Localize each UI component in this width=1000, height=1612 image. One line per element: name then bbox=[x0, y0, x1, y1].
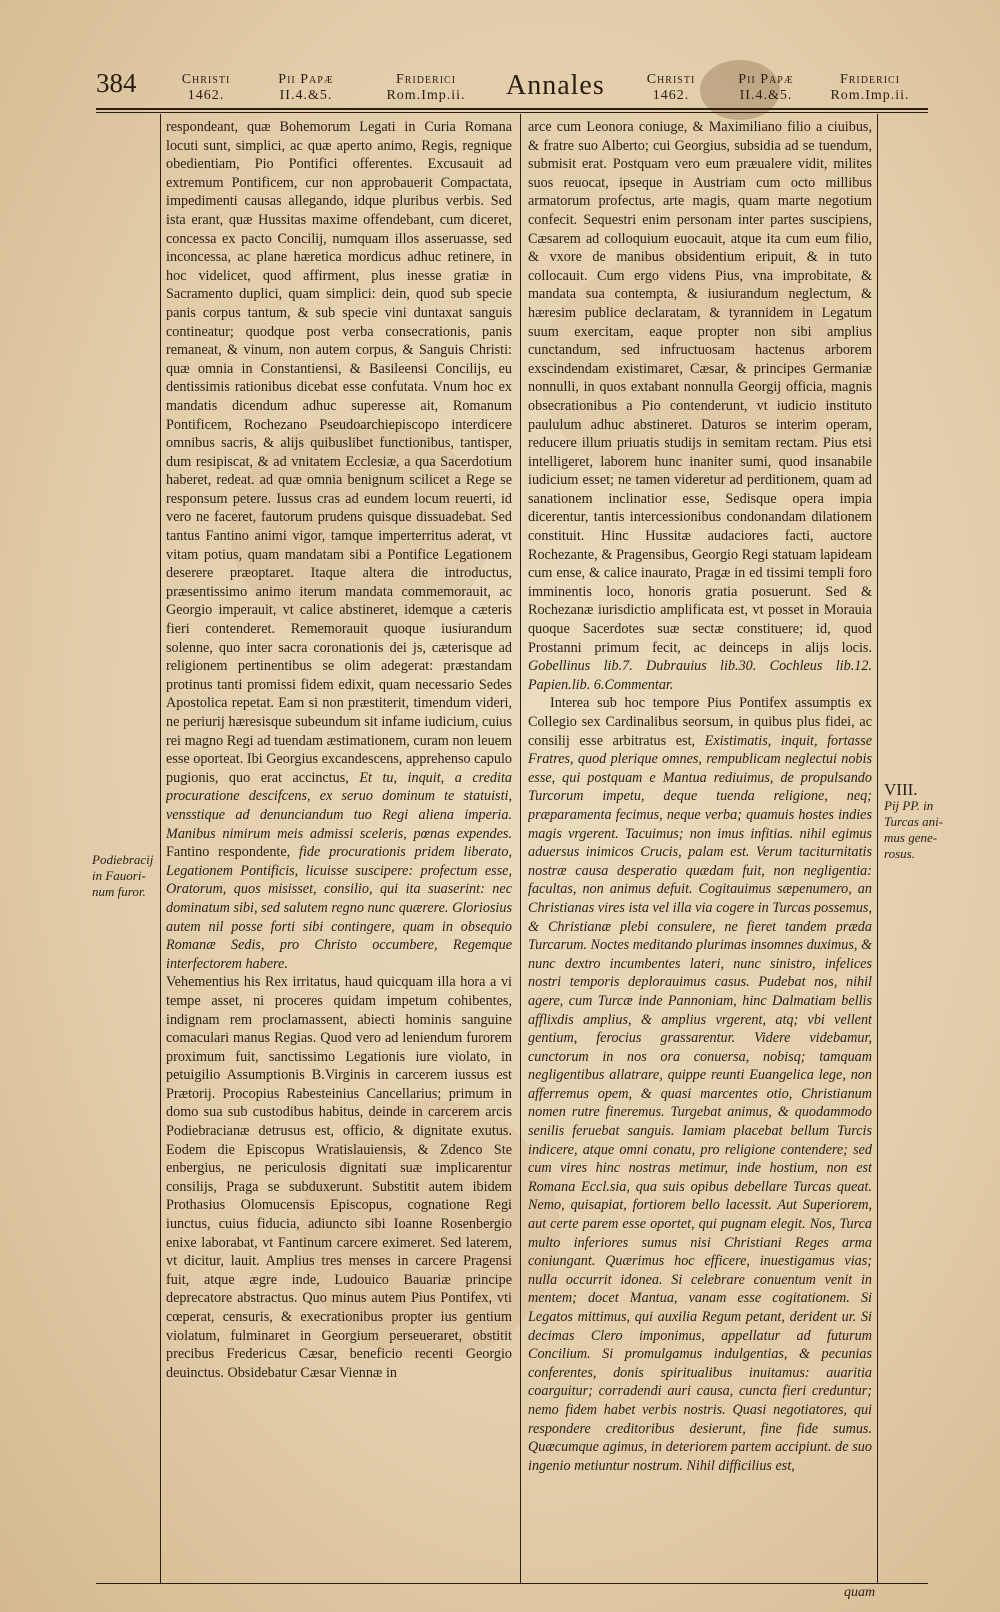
right-frame-rule bbox=[877, 114, 878, 1584]
header-col-value: 1462. bbox=[652, 88, 690, 103]
header-col bbox=[716, 72, 816, 104]
header-col bbox=[371, 72, 481, 104]
header-col bbox=[631, 72, 711, 104]
paragraph-text: respondeant, quæ Bohemorum Legati in Curia Romana locuti sunt, simplici, ac quæ aperto animo, Regis, regnique obedientiam, Pio Pontifici offerentes. Excusauit ad extremum Pontificem, cur non approbauerit Compactata, impedimenti causas allegando, idque pluribus verbis. Sed ista erant, quæ Hussitas maxime offendebant, cum diceret, concessa ex pacto Concilij, numquam illos asseruasse, sed inconcessa, ac plane hæretica mordicus adhuc retinere, in hoc videlicet, quod affirment, plus inesse gratiæ in Sacramento duplici, quam simplici: dein, quod sub specie panis corpus tantum, & sub specie vini duntaxat sanguis contineatur; quodque post verba consecrationis, panis remaneat, & vinum, non autem corpus, & Sanguis Christi: quæ omnia in Constantiensi, & Basileensi Concilijs, eu dentissimis rationibus dicebat esse confutata. Vnum hoc ex mandatis dicendum adhuc superesse ait, Romanum Pontificem, Rochezano Pseudoarchiepiscopo interdicere omnibus sacris, & alijs quibuslibet functionibus, tantisper, dum resipiscat, & ad vnitatem Ecclesiæ, a qua Sacerdotium haberet, redeat. ad quæ omnia benignum scilicet a Rege se responsum petere. Iussus cras ad eundem locum reuerti, id vero ne faceret, fautorum prudens quisque dissuadebat. Sed tantus Fantino animi vigor, tamque imperterritus aderat, vt vitam potius, quam mandatam sibi a Pontifice Legationem deserere præoptaret. Itaque altera die introductus, præsentissimo animo iterum mandata commemorauit, ac Georgio imperauit, vt calice abstineret, idemque a cæteris fieri contenderet. Rememorauit quoque iusiurandum solenne, quo inter sacra coronationis dei js, cæterisque ad religionem pertinentibus se olim adegerat: præstandam protinus tanti promissi fidem edixit, quam necessario Sedes Apostolica repetat. Eam si non præstiterit, timendum videri, ne periurij hæresisque subeundum sit infame iudicium, cuius rei magno Regi ad tuendam æstimationem, curam non leuem esse oporteat. Ibi Georgius excandescens, apprehenso capulo pugionis, quo erat accinctus, bbox=[166, 119, 512, 786]
paragraph-text: Interea sub hoc tempore Pius Pontifex assumptis ex Collegio sex Cardinalibus seorsum, in quibus plus fidei, ac consilij esse arbitratus est, bbox=[528, 695, 872, 749]
left-text-column bbox=[166, 118, 512, 1578]
paragraph-text: Fantino respondente, bbox=[166, 844, 291, 861]
header-rule-thin bbox=[96, 112, 928, 113]
page-title: Annales bbox=[506, 70, 605, 101]
header-col-value: 1462. bbox=[187, 88, 225, 103]
header-col-label: Christi bbox=[646, 72, 696, 87]
paragraph-text: arce cum Leonora coniuge, & Maximiliano filio a ciuibus, & fratre suo Alberto; cui Georgius, subsidia ad se tuendum, submisit erat. Postquam vero eum præualere vidit, milites suos reuocat, ipseque in Austriam cum octo millibus armatorum profectus, arte magis, quam marte negotium confecit. Sequestri enim personam inter partes suscipiens, Cæsarem ad colloquium euocauit, atque ita cum eum filio, & vxore de manibus obsidentium eripuit, & in tuto collocauit. Cum ergo videns Pius, vna improbitate, & mandata sua contempta, & iusiurandum neglectum, & hæresim publice declaratam, & tyrannidem in Legatum suum exercitam, eaque propter non sibi amplius cunctandum, sed infructuosam hactenus arborem exscindendam existimaret, Cæsar, & principes Germaniæ nonnulli, in quos extabant nonnulla Georgij officia, magnis obsecrationibus a Pio contenderunt, vt iudicio instituto paululum adhuc abstineret. Daturos se interim operam, reducere illum priuatis studijs in semitam rectam. Pius etsi intelligeret, laborem hunc inaniter sumi, quod insanabile iudicium esset; ne tamen videretur ad perditionem, quam ad sanationem inclinatior esse, Sedisque opera impia dicerentur, tantis intercessionibus condonandam dilationem constituit. Hinc Hussitæ audaciores facti, auctore Rochezante, & Pragensibus, Georgio Regi statuam lapideam cum ense, & calice inaurato, Pragæ in ed tissimi templi foro imminentis loco, honoris gratia posuerunt. Sed & Rochezanæ iurisdictio amplificata est, vt posset in Morauia quoque Sacerdotes suæ sectæ constituere; id, quod Prostanni primum fecit, ac deinceps in alijs locis. bbox=[528, 119, 872, 656]
header-col-label: Friderici bbox=[395, 72, 457, 87]
header-col-value: Rom.Imp.ii. bbox=[830, 88, 910, 103]
right-margin-note bbox=[884, 782, 954, 862]
quotation: Existimatis, inquit, fortasse Fratres, quod plerique omnes, rempublicam neglectui nobis esse, qui postquam e Mantua rediuimus, de propulsando Turcorum impetu, deque tuenda religione, neq; præparamenta fecimus, neque verba; quamuis hostes indies magis vrgerent. Tacuimus; non imus infitias. nihil egimus aduersus inimicos Crucis, palam est. Verum taciturnitatis nostræ causa desperatio quædam fuit, non negligentia: facultas, non animus defuit. Cogitauimus sæpenumero, an Christianas vires ista vel illa via cogere in Turcas possemus, & Christianæ plebi consulere, ne fieret tandem præda Turcarum. Noctes meditando plurimas insomnes duximus, & nunc dextro incumbentes lateri, nunc sinistro, infelices nostri temporis deplorauimus casus. Pudebat nos, nihil agere, cum Turcæ inde Pannoniam, hinc Dalmatiam bellis afflixdis amplius, & amplius vrgerent, atq; vbi vellent gentium, ferocius grassarentur. Videre videbamur, cunctorum in nos ora conuersa, nobisq; tamquam negligentibus allatrare, quippe reunti Euangelica lege, non afferremus opem, & quasi marcentes otio, Christianum nomen rutre fineremus. Turgebat animus, & quodammodo senilis feruebat sanguis. Iamiam placebat bellum Turcis indicere, atque omni conatu, pro religione contendere; sed cum vires hinc nostras metimur, inde hostium, non est Romana Eccl.sia, qua suis opibus debellare Turcas queat. Nemo, quisapiat, fortiorem bello lacessit. Aut Superiorem, aut certe parem esse oportet, qui pugnam elegit. Nos, Turca multo inferiores sumus nisi Christiani Reges arma coniungant. Quærimus hoc efficere, inuestigamus vias; nulla occurrit idonea. Si celebrare conuentum venit in mentem; docet Mantua, vanam esse cogitationem. Si Legatos mittimus, qui auxilia Regum petant, derident ur. Si decimas Clero imponimus, appellatur ad futurum Concilium. Si promulgamus indulgentias, & pecunias conferentes, donis spiritualibus inuitamus: auaritia coarguitur; corradendi auri causa, cuncta fieri creduntur; nemo fidem habet verbis nostris. Quasi negotiatores, qui respondere creditoribus desierunt, fine fide sumus. Quæcumque agimus, in deteriorem partem accipiunt. de suo ingenio metiuntur nostrum. Nihil difficilius est, bbox=[528, 732, 872, 1474]
header-col-label: Christi bbox=[181, 72, 231, 87]
page-number: 384 bbox=[96, 68, 137, 98]
section-number: VIII. bbox=[884, 780, 918, 799]
quotation: fide procurationis pridem liberato, Legationem Pontificis, licuisse suscipere: profectum esse, Oratorum, quos misisset, consilio, qui ita suaserint: nec dominatum sibi, sed salutem regno nunc quærere. Gloriosius autem nil posse forti sibi contingere, quam in obsequio Romanæ Sedis, pro Christo occumbere, Regemque interfectorem habere. bbox=[166, 844, 512, 972]
right-text-column bbox=[528, 118, 872, 1580]
header-col bbox=[256, 72, 356, 104]
paragraph bbox=[166, 973, 512, 1382]
paragraph bbox=[166, 118, 512, 973]
header-col-value: II.4.&5. bbox=[739, 88, 793, 103]
paragraph bbox=[528, 694, 872, 1475]
left-frame-rule bbox=[160, 114, 161, 1584]
header-col-value: II.4.&5. bbox=[279, 88, 333, 103]
header-col-label: Friderici bbox=[839, 72, 901, 87]
paragraph-text: Vehementius his Rex irritatus, haud quicquam illa hora a vi tempe asset, ni proceres quidam impetum cohibentes, indignam rem proclamassent, abiecti hominis sanguine comaculari manus Regias. Quod vero ad leniendum furorem proximum fuit, sanctissimo Legationis iure violato, in petuigilio Assumptionis B.Virginis in carcerem iussus est Prætorij. Procopius Rabesteinius Cancellarius; primum in domo sua sub custodibus habitus, deinde in carcerem arcis Podiebracianæ detrusus est, officio, & dignitate exutus. Eodem die Episcopus Wratislauiensis, & Zdenco Ste enbergius, ne periculosis dignitati suæ implicarentur consilijs, Praga se subduxerunt. Substitit autem ibidem Prothasius Olomucensis Episcopus, cognatione Regi iunctus, cuius fiducia, adiuncto sibi Ioanne Rosenbergio enixe laborabat, vt Fantinum carcere eximeret. Sed laterem, vt dicitur, lauit. Amplius tres menses in carcere Pragensi fuit, atque ægre inde, Ludouico Bauariæ principe deprecatore abstractus. Quo minus autem Pius Pontifex, vti cœperat, censuris, & execrationibus propter ius gentium violatum, fulminaret in Georgium perseueraret, obstitit precibus Fredericus Cæsar, beneficio recenti Georgio deuinctus. Obsidebatur Cæsar Viennæ in bbox=[166, 974, 512, 1381]
header-col bbox=[814, 72, 926, 104]
header-rule bbox=[96, 108, 928, 110]
catchword: quam bbox=[844, 1585, 876, 1600]
paragraph bbox=[528, 118, 872, 694]
running-header bbox=[96, 66, 926, 106]
header-col-value: Rom.Imp.ii. bbox=[386, 88, 466, 103]
margin-summary: Pij PP. in Turcas ani-mus gene-rosus. bbox=[884, 798, 944, 861]
column-divider bbox=[520, 114, 521, 1584]
bottom-rule bbox=[96, 1583, 928, 1584]
header-col bbox=[166, 72, 246, 104]
header-col-label: Pii Papæ bbox=[738, 72, 794, 87]
source-references: Gobellinus lib.7. Dubrauius lib.30. Cochleus lib.12. Papien.lib. 6.Commentar. bbox=[528, 658, 872, 693]
quotation: Et tu, inquit, a credita procuratione descifcens, ex seruo dominum te statuisti, vensstique ad denunciandum tuo Regi aliena imperia. Manibus nimirum meis admissi sceleris, pœnas expendes. bbox=[166, 769, 512, 842]
header-col-label: Pii Papæ bbox=[278, 72, 334, 87]
left-margin-note: Podiebracij in Fauori-num furor. bbox=[92, 852, 154, 899]
